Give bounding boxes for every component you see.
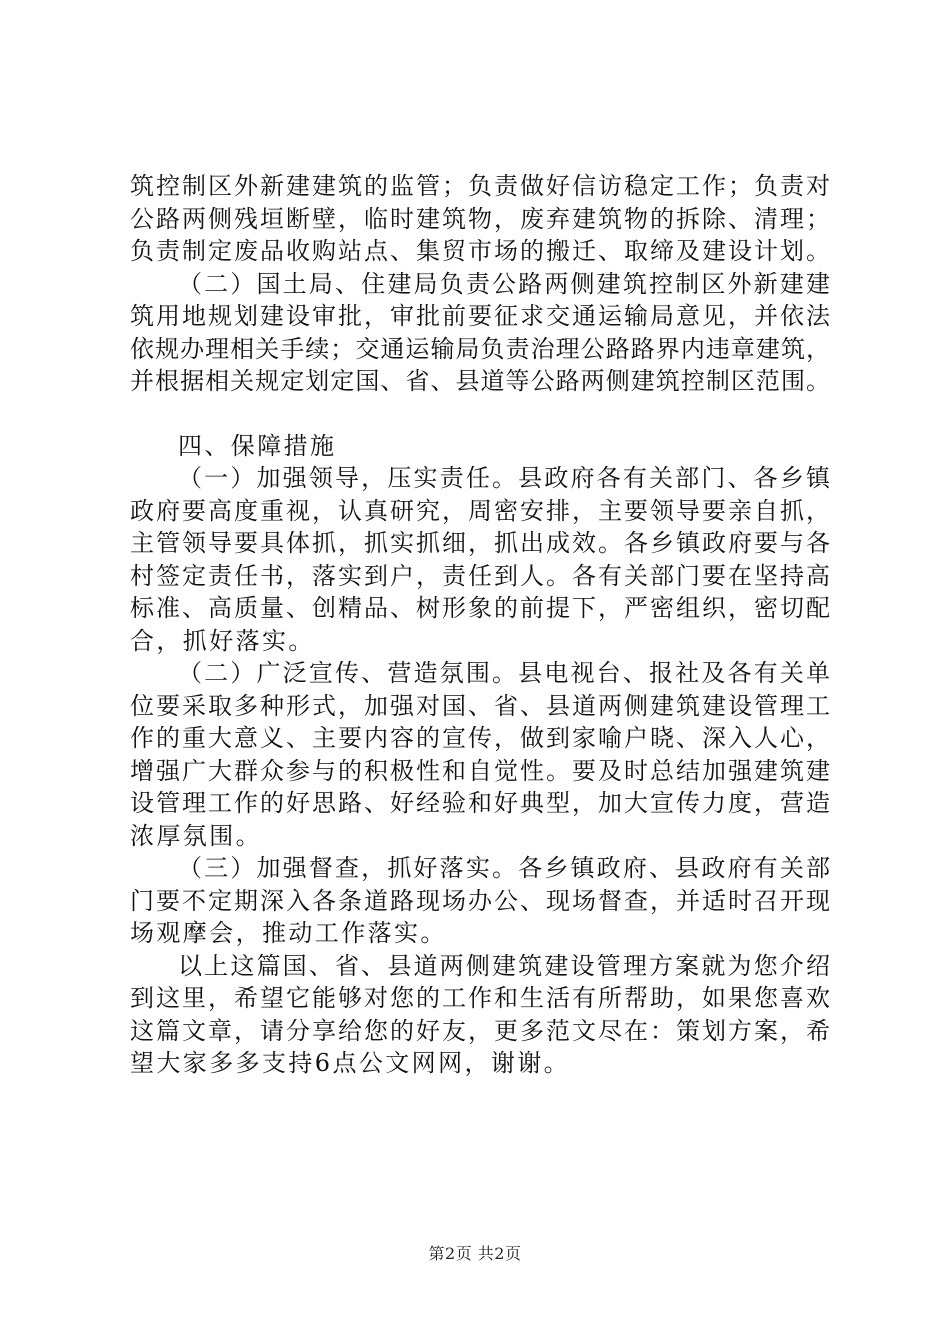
text-line: 这篇文章，请分享给您的好友，更多范文尽在：策划方案，希	[130, 1016, 830, 1045]
text-line: 作的重大意义、主要内容的宣传，做到家喻户晓、深入人心，	[130, 724, 830, 752]
section-heading: 四、保障措施	[178, 431, 337, 460]
text-line: （三）加强督查，抓好落实。各乡镇政府、县政府有关部	[178, 854, 830, 882]
text-line: 村签定责任书，落实到户，责任到人。各有关部门要在坚持高	[130, 561, 830, 590]
text-line: 并根据相关规定划定国、省、县道等公路两侧建筑控制区范围。	[130, 367, 830, 395]
text-line: 合，抓好落实。	[130, 626, 315, 655]
text-line: 增强广大群众参与的积极性和自觉性。要及时总结加强建筑建	[130, 756, 830, 785]
text-line: （二）国土局、住建局负责公路两侧建筑控制区外新建建	[178, 269, 830, 298]
text-line: 望大家多多支持6点公文网网，谢谢。	[130, 1049, 571, 1077]
text-line: 标准、高质量、创精品、树形象的前提下，严密组织，密切配	[130, 594, 830, 622]
text-line: 以上这篇国、省、县道两侧建筑建设管理方案就为您介绍	[178, 951, 830, 980]
text-line: 场观摩会，推动工作落实。	[130, 919, 447, 947]
text-line: 筑控制区外新建建筑的监管；负责做好信访稳定工作；负责对	[130, 172, 830, 200]
paragraph-supervision	[130, 852, 830, 950]
paragraph-publicity	[130, 657, 830, 852]
text-line: 政府要高度重视，认真研究，周密安排，主要领导要亲自抓，	[130, 496, 830, 525]
text-line: 公路两侧残垣断壁，临时建筑物，废弃建筑物的拆除、清理；	[130, 204, 830, 233]
text-line: （二）广泛宣传、营造氛围。县电视台、报社及各有关单	[178, 659, 830, 687]
text-line: 依规办理相关手续；交通运输局负责治理公路路界内违章建筑，	[130, 334, 830, 363]
text-line: 筑用地规划建设审批，审批前要征求交通运输局意见，并依法	[130, 302, 830, 330]
text-line: （一）加强领导，压实责任。县政府各有关部门、各乡镇	[178, 464, 830, 492]
document-body	[130, 170, 830, 1080]
text-line: 位要采取多种形式，加强对国、省、县道两侧建筑建设管理工	[130, 691, 830, 720]
paragraph-closing	[130, 950, 830, 1080]
text-line: 设管理工作的好思路、好经验和好典型，加大宣传力度，营造	[130, 789, 830, 817]
text-line: 负责制定废品收购站点、集贸市场的搬迁、取缔及建设计划。	[130, 237, 830, 265]
text-line: 门要不定期深入各条道路现场办公、现场督查，并适时召开现	[130, 886, 830, 915]
paragraph-spacer	[130, 398, 830, 430]
paragraph-responsibilities-continued	[130, 170, 830, 268]
text-line: 主管领导要具体抓，抓实抓细，抓出成效。各乡镇政府要与各	[130, 529, 830, 557]
text-line: 到这里，希望它能够对您的工作和生活有所帮助，如果您喜欢	[130, 984, 830, 1012]
page-number-footer: 第2页 共2页	[428, 1244, 522, 1263]
text-line: 浓厚氛围。	[130, 821, 262, 850]
paragraph-leadership	[130, 462, 830, 657]
paragraph-land-housing-bureau	[130, 268, 830, 398]
